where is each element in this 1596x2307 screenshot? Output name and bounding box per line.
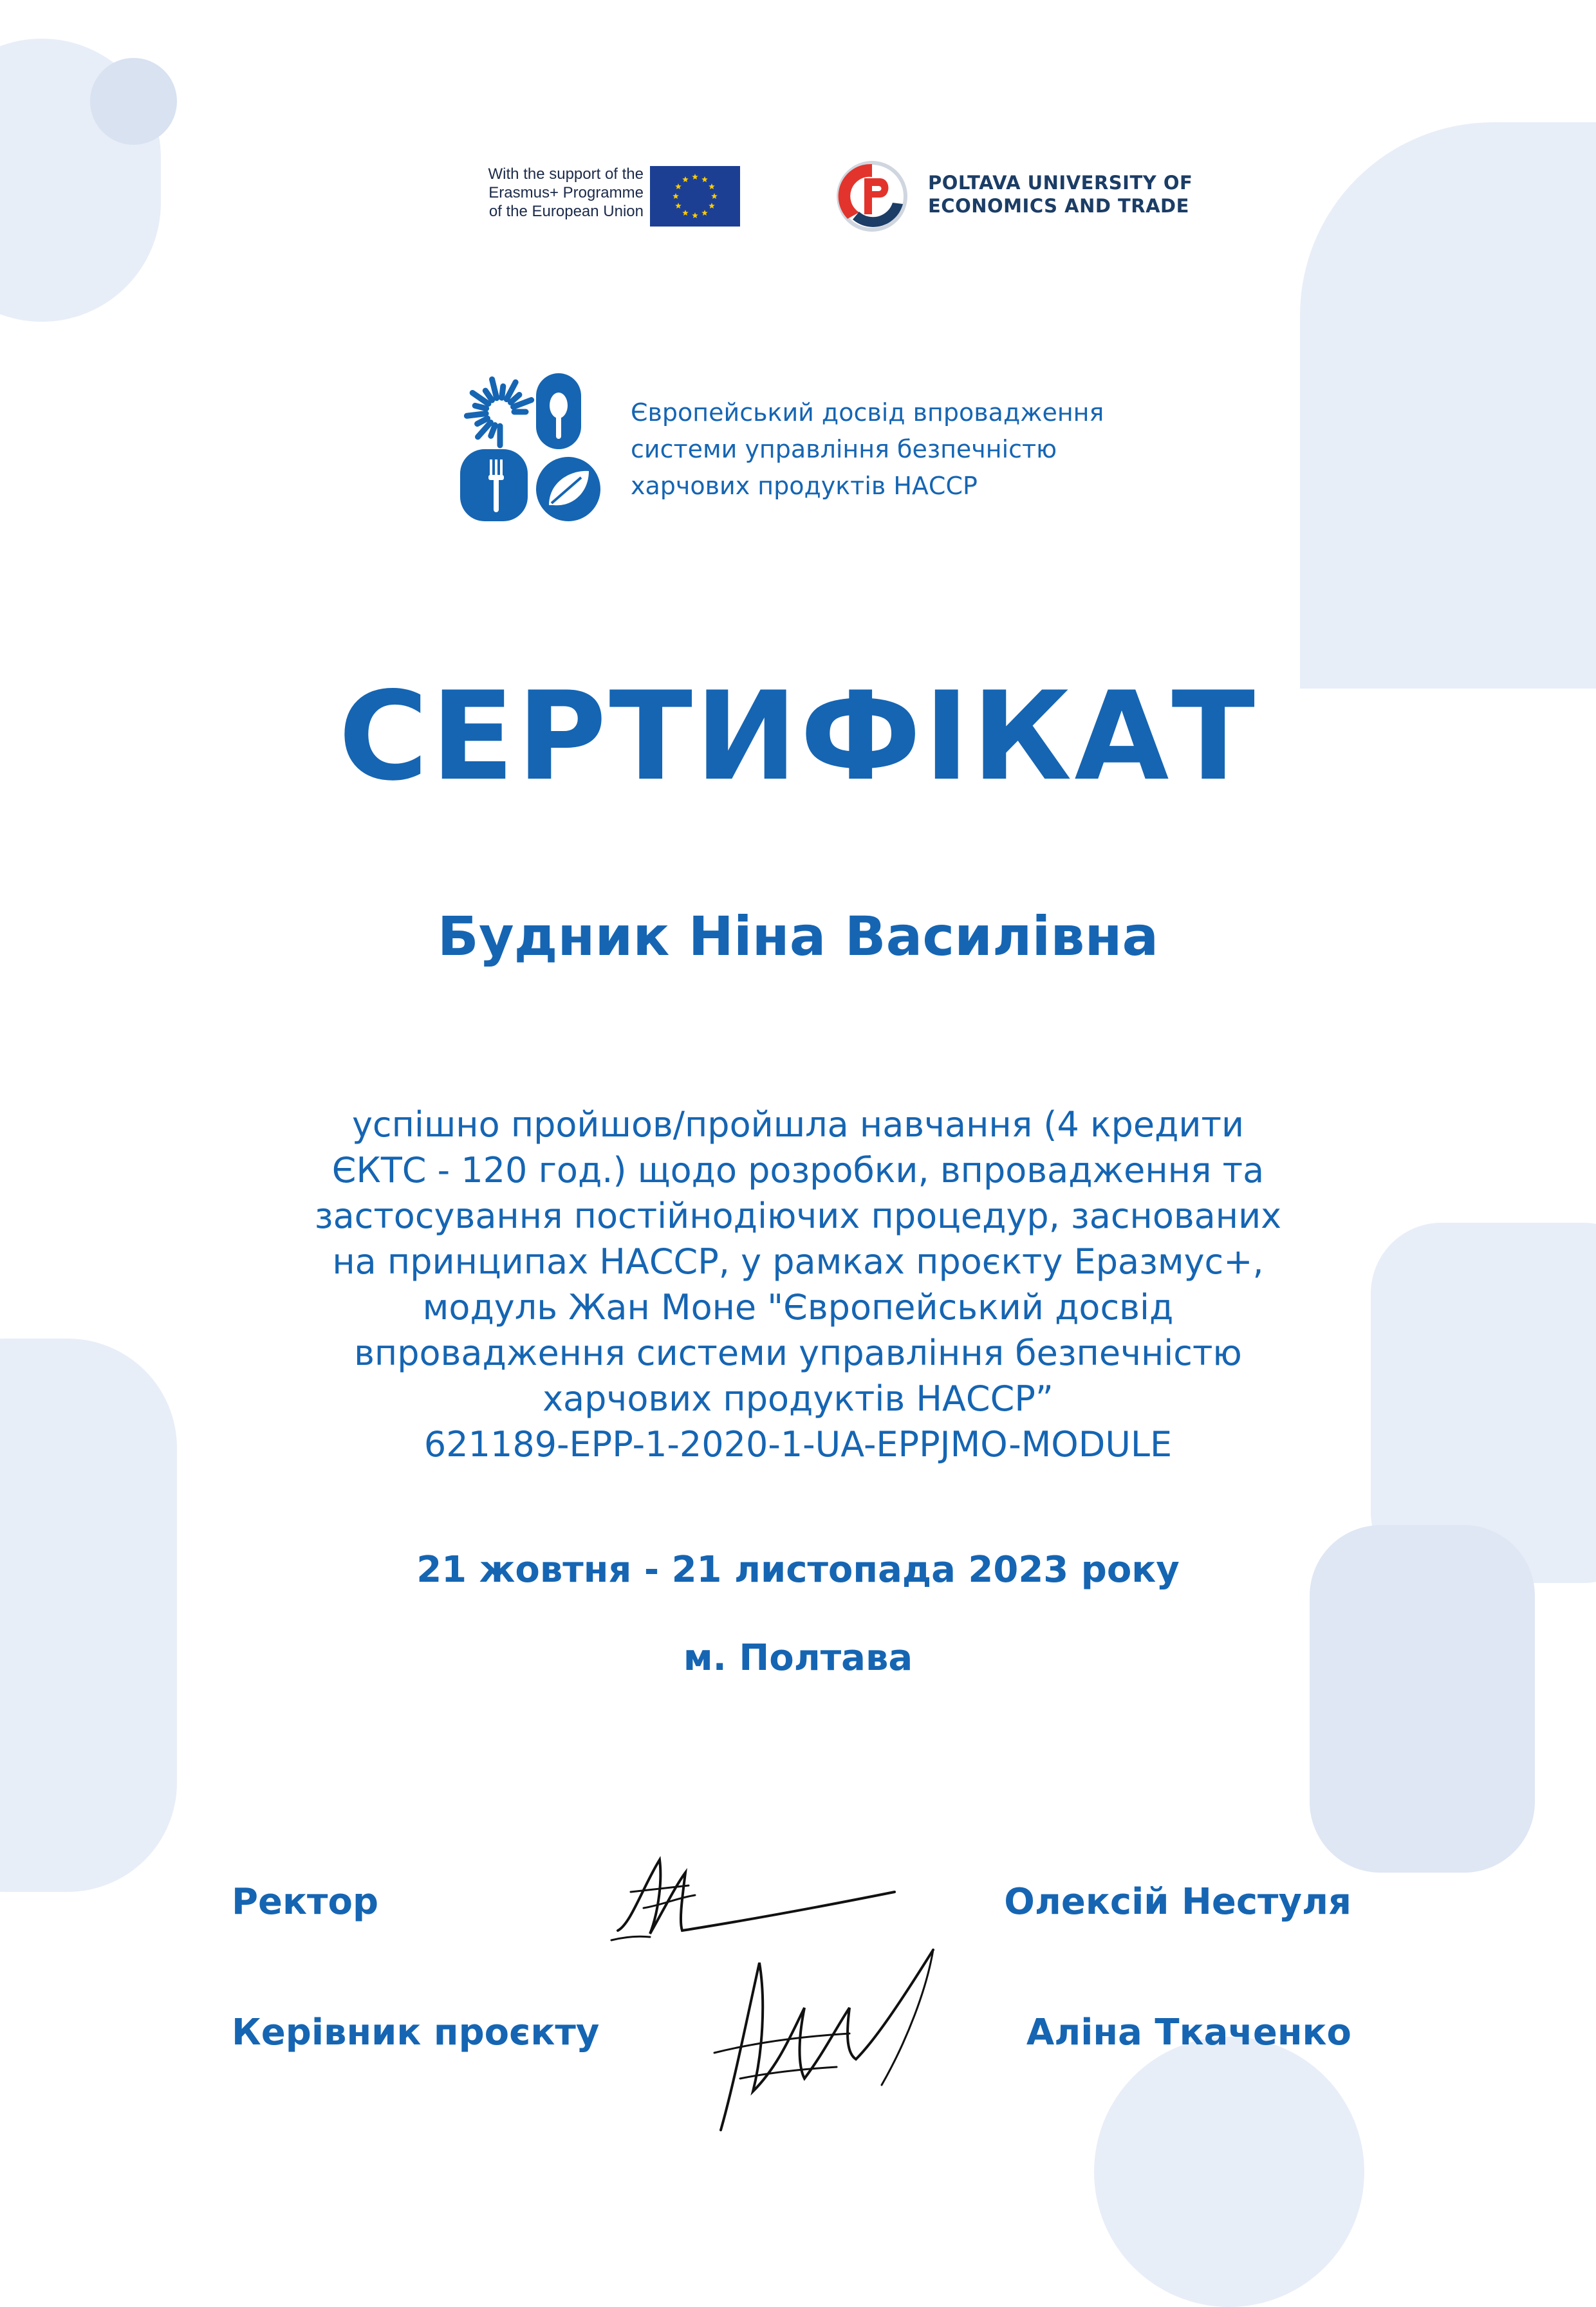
- sun-ray-icon: [475, 405, 486, 408]
- sun-ray-icon: [485, 391, 492, 400]
- description-line: застосування постійнодіючих процедур, заснованих: [314, 1196, 1282, 1236]
- sun-ray-icon: [478, 418, 488, 423]
- sun-ray-icon: [502, 386, 503, 398]
- certificate-title: СЕРТИФІКАТ: [338, 665, 1258, 808]
- background-shape-left: [0, 1339, 177, 1892]
- background-circle-bottom: [1094, 2037, 1364, 2307]
- rector-name: Олексій Нестуля: [1004, 1881, 1351, 1923]
- description-line: харчових продуктів НАССР”: [543, 1378, 1053, 1419]
- project-head-signature: [701, 1924, 946, 2136]
- sun-ray-icon: [491, 425, 495, 436]
- description-line: модуль Жан Моне "Європейський досвід: [422, 1287, 1174, 1328]
- sun-ray-icon: [510, 394, 519, 402]
- city: м. Полтава: [683, 1637, 913, 1679]
- training-dates: 21 жовтня - 21 листопада 2023 року: [416, 1549, 1180, 1591]
- eu-support-text: With the support of the Erasmus+ Programme of the European Union: [488, 165, 644, 220]
- university-name: POLTAVA UNIVERSITY OF ECONOMICS AND TRADE: [928, 172, 1193, 217]
- project-name: Європейський досвід впровадження системи управління безпечністю харчових продуктів НАССР: [631, 398, 1104, 500]
- background-shape-top-right: [1300, 122, 1596, 689]
- sun-ray-icon: [467, 414, 486, 416]
- recipient-name: Будник Ніна Василівна: [437, 905, 1159, 968]
- background-circle-top-left: [90, 58, 177, 145]
- project-code: 621189-EPP-1-2020-1-UA-EPPJMO-MODULE: [423, 1424, 1173, 1465]
- puet-logo-icon: [833, 158, 911, 235]
- haccp-project-logo-icon: [460, 373, 611, 521]
- sun-ray-icon: [492, 380, 497, 398]
- certificate-description: [180, 1102, 1416, 1467]
- description-line: на принципах НАССР, у рамках проєкту Еразмус+,: [332, 1241, 1264, 1282]
- rector-title: Ректор: [232, 1881, 379, 1923]
- project-head-title: Керівник проєкту: [232, 2012, 600, 2053]
- description-line: успішно пройшов/пройшла навчання (4 кредити: [351, 1104, 1245, 1145]
- eu-flag-icon: [650, 166, 740, 227]
- description-line: ЄКТС - 120 год.) щодо розробки, впровадження та: [331, 1150, 1265, 1191]
- project-head-name: Аліна Ткаченко: [1026, 2012, 1351, 2053]
- description-line: впровадження системи управління безпечністю: [354, 1333, 1242, 1373]
